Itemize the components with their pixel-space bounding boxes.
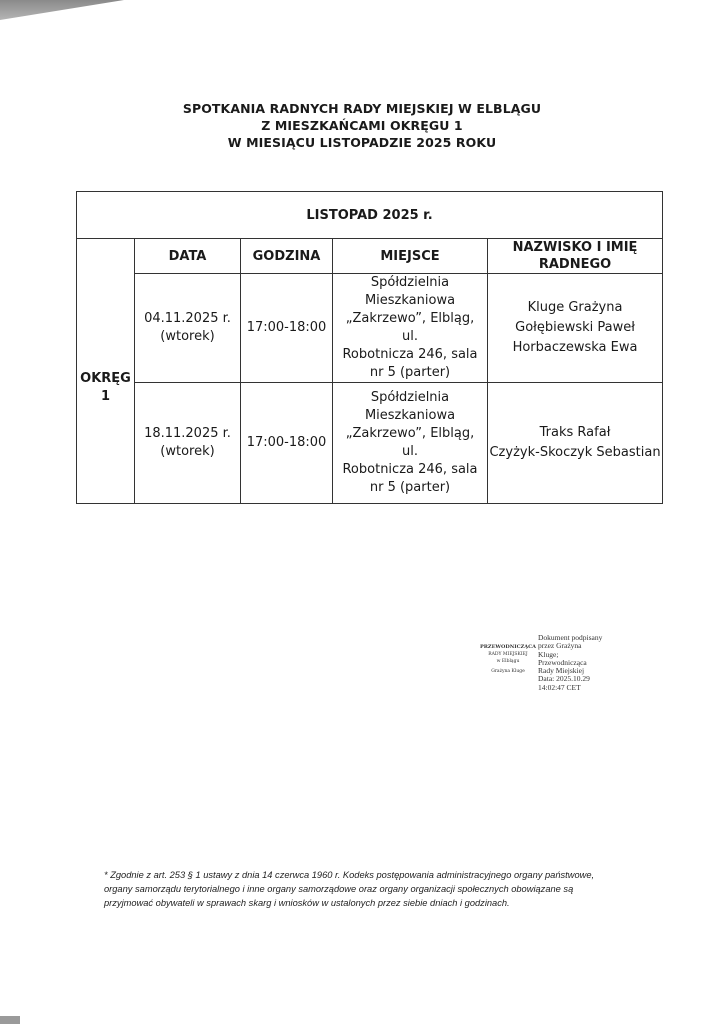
date-value: 18.11.2025 r. <box>144 426 231 441</box>
month-header: LISTOPAD 2025 r. <box>77 192 663 239</box>
place-cell <box>333 274 488 383</box>
esign-line: Data: 2025.10.29 <box>538 674 590 684</box>
stamp-line: w Elblągu <box>496 659 520 664</box>
esign-line: Kluge; <box>538 649 559 659</box>
place-line: Mieszkaniowa <box>364 408 456 423</box>
weekday-value: (wtorek) <box>160 329 215 344</box>
place-line: Mieszkaniowa <box>364 293 456 308</box>
place-line: „Zakrzewo”, Elbląg, ul. <box>345 426 475 459</box>
column-header-date: DATA <box>135 239 241 274</box>
councillor-name: Horbaczewska Ewa <box>512 340 638 355</box>
esign-line: Rady Miejskiej <box>538 666 585 676</box>
table-row <box>77 383 663 504</box>
councillor-name: Kluge Grażyna <box>527 300 623 315</box>
table-row <box>77 274 663 383</box>
column-header-name-line1: NAZWISKO I IMIĘ <box>512 240 638 255</box>
esign-line: Dokument podpisany <box>538 633 603 642</box>
place-line: Spółdzielnia <box>370 275 450 290</box>
district-cell <box>77 274 135 504</box>
column-header-time: GODZINA <box>241 239 333 274</box>
district-number: 1 <box>100 389 111 405</box>
district-label: OKRĘG <box>80 371 131 387</box>
footnote-line: organy samorządu terytorialnego i inne organy samorządowe oraz organy organizacji społecznych obowiązane są <box>104 884 574 894</box>
electronic-signature-note <box>538 634 628 692</box>
title-line-3: W MIESIĄCU LISTOPADZIE 2025 ROKU <box>227 135 497 150</box>
councillor-name: Czyżyk-Skoczyk Sebastian <box>489 445 661 460</box>
place-line: Robotnicza 246, sala <box>342 462 478 477</box>
esign-line: 14:02:47 CET <box>538 682 581 692</box>
stamp-line: RADY MIEJSKIEJ <box>488 652 528 657</box>
title-line-2: Z MIESZKAŃCAMI OKRĘGU 1 <box>261 118 463 133</box>
councillor-names-cell <box>488 274 663 383</box>
place-line: „Zakrzewo”, Elbląg, ul. <box>345 311 475 344</box>
place-line: Robotnicza 246, sala <box>342 347 478 362</box>
footnote-line: * Zgodnie z art. 253 § 1 ustawy z dnia 14 czerwca 1960 r. Kodeks postępowania administracyjnego organy państwowe, <box>104 870 595 880</box>
date-cell <box>135 274 241 383</box>
esign-line: przez Grażyna <box>538 641 582 651</box>
schedule-table <box>76 191 663 504</box>
district-header-blank <box>77 239 135 274</box>
councillor-names-cell <box>488 383 663 504</box>
place-cell <box>333 383 488 504</box>
councillor-name: Gołębiewski Paweł <box>515 320 635 335</box>
scan-corner-shadow <box>0 0 124 20</box>
column-header-place: MIEJSCE <box>333 239 488 274</box>
document-title <box>0 100 724 151</box>
time-cell: 17:00-18:00 <box>241 274 333 383</box>
column-header-name <box>488 239 663 274</box>
title-line-1: SPOTKANIA RADNYCH RADY MIEJSKIEJ W ELBLĄGU <box>182 101 542 116</box>
stamp-line: PRZEWODNICZĄCA <box>480 644 536 650</box>
councillor-name: Traks Rafał <box>539 425 611 440</box>
date-value: 04.11.2025 r. <box>144 311 231 326</box>
stamp-line: Grażyna Kluge <box>491 669 525 674</box>
signature-stamp <box>478 644 538 675</box>
place-line: nr 5 (parter) <box>369 365 451 380</box>
place-line: nr 5 (parter) <box>369 480 451 495</box>
column-header-name-line2: RADNEGO <box>538 257 612 272</box>
footnote-line: przyjmować obywateli w sprawach skarg i wniosków w ustalonych przez siebie dniach i godzinach. <box>104 898 510 908</box>
place-line: Spółdzielnia <box>370 390 450 405</box>
legal-footnote <box>104 868 664 910</box>
weekday-value: (wtorek) <box>160 444 215 459</box>
time-cell: 17:00-18:00 <box>241 383 333 504</box>
esign-line: Przewodnicząca <box>538 657 587 667</box>
scan-corner-shadow-bottom <box>0 1016 20 1024</box>
date-cell <box>135 383 241 504</box>
